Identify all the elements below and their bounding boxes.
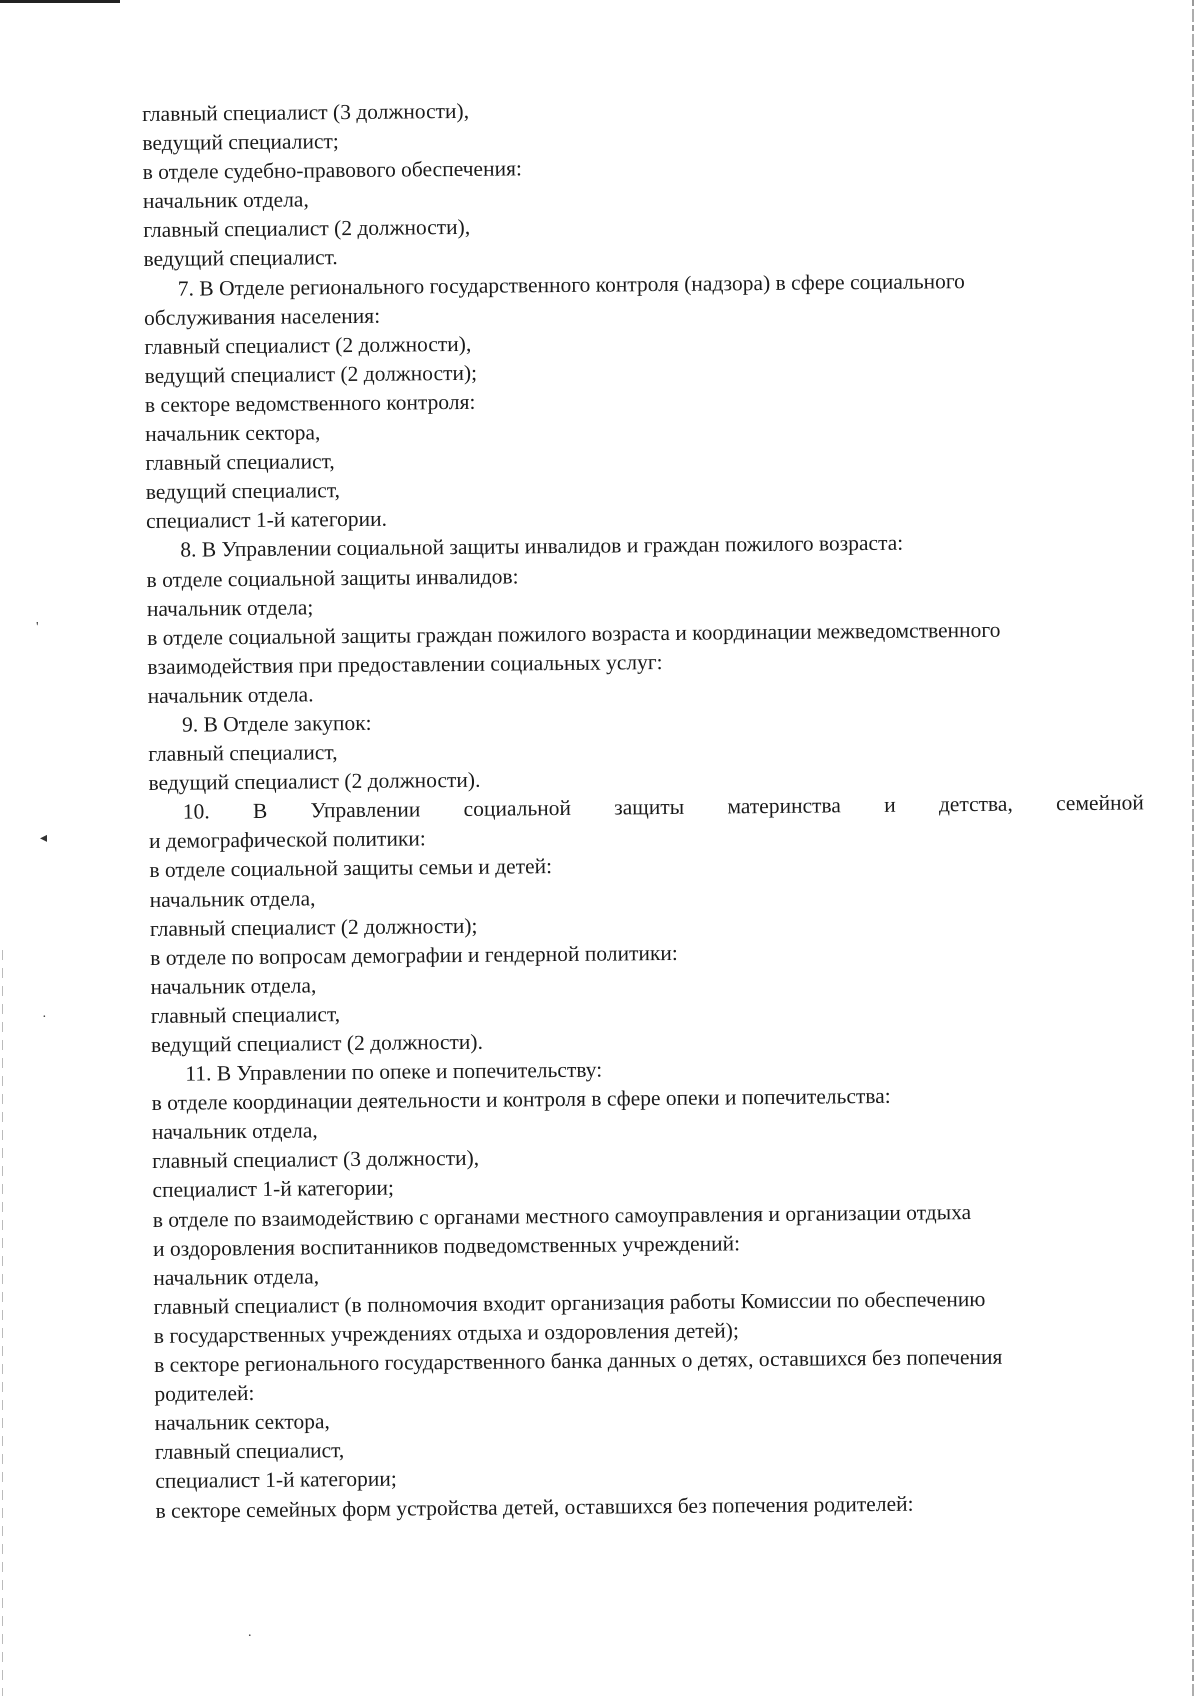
document-line: родителей:: [154, 1381, 255, 1407]
document-line: начальник сектора,: [154, 1409, 330, 1436]
section-heading-line: 7. В Отделе регионального государственного контроля (надзора) в сфере социального: [177, 268, 965, 301]
document-line: ведущий специалист;: [142, 129, 339, 156]
document-line: специалист 1-й категории;: [155, 1467, 397, 1494]
document-line: начальник отдела.: [147, 682, 314, 708]
document-line: ведущий специалист (2 должности);: [144, 360, 478, 388]
document-line: в секторе ведомственного контроля:: [144, 389, 476, 417]
document-line: специалист 1-й категории.: [145, 506, 388, 534]
document-line: специалист 1-й категории;: [152, 1176, 395, 1203]
scan-right-edge: [1192, 0, 1194, 1696]
document-line: в отделе по вопросам демографии и гендерной политики:: [150, 940, 678, 970]
document-line: начальник отдела,: [153, 1264, 320, 1290]
document-line: в отделе социальной защиты граждан пожилого возраста и координации межведомственного: [147, 617, 1001, 650]
scan-speck: .: [248, 1625, 252, 1640]
section-heading-line: 8. В Управлении социальной защиты инвалидов и граждан пожилого возраста:: [180, 531, 904, 563]
section-heading-line: 9. В Отделе закупок:: [181, 710, 372, 737]
document-line: в секторе регионального государственного банка данных о детях, оставшихся без попечения: [154, 1344, 1003, 1377]
document-line: ведущий специалист (2 должности).: [148, 767, 481, 796]
document-line: начальник сектора,: [145, 420, 321, 447]
document-body: [142, 90, 1151, 1525]
document-line: начальник отдела;: [146, 594, 314, 621]
document-line: главный специалист,: [148, 740, 338, 767]
scan-speck: ◂: [40, 831, 48, 846]
document-line: и оздоровления воспитанников подведомственных учреждений:: [152, 1230, 741, 1261]
document-line: начальник отдела,: [151, 1118, 318, 1145]
document-line: ведущий специалист (2 должности).: [150, 1029, 484, 1057]
document-line: в отделе судебно-правового обеспечения:: [142, 156, 523, 185]
document-line: начальник отдела,: [149, 885, 316, 912]
document-line: в отделе по взаимодействию с органами местного самоуправления и организации отдыха: [152, 1199, 972, 1232]
document-line: в отделе координации деятельности и контроля в сфере опеки и попечительства:: [151, 1084, 891, 1116]
document-line: начальник отдела,: [142, 187, 309, 214]
document-line: главный специалист (2 должности),: [144, 331, 472, 359]
document-line: главный специалист (3 должности),: [152, 1146, 480, 1174]
scan-speck: ': [36, 620, 39, 635]
document-line: главный специалист,: [150, 1002, 341, 1028]
scan-speck: ·: [42, 1010, 47, 1025]
document-line: главный специалист (2 должности),: [143, 215, 471, 243]
document-line: ведущий специалист.: [143, 245, 338, 272]
scan-left-edge: [2, 950, 3, 1696]
document-line: обслуживания населения:: [143, 303, 381, 330]
document-line: в отделе социальной защиты инвалидов:: [146, 563, 519, 592]
document-line: начальник отдела,: [150, 973, 317, 999]
document-line: в секторе семейных форм устройства детей, оставшихся без попечения родителей:: [155, 1491, 914, 1523]
document-line: главный специалист (в полномочия входит организация работы Комиссии по обеспечению: [153, 1286, 986, 1319]
section-heading-line: 11. В Управлении по опеке и попечительству:: [185, 1057, 603, 1086]
document-line: ведущий специалист,: [145, 478, 341, 505]
document-line: главный специалист (3 должности),: [142, 98, 470, 126]
section-heading-line: 10. В Управлении социальной защиты материнства и детства, семейной: [182, 790, 1144, 824]
document-line: взаимодействия при предоставлении социальных услуг:: [147, 649, 663, 679]
document-line: и демографической политики:: [149, 826, 426, 854]
scan-top-rule: [0, 0, 120, 3]
document-line: в отделе социальной защиты семьи и детей:: [149, 854, 553, 883]
document-line: в государственных учреждениях отдыха и оздоровления детей);: [153, 1318, 739, 1348]
document-line: главный специалист,: [154, 1438, 345, 1465]
document-line: главный специалист,: [145, 449, 335, 476]
document-line: главный специалист (2 должности);: [149, 913, 478, 941]
